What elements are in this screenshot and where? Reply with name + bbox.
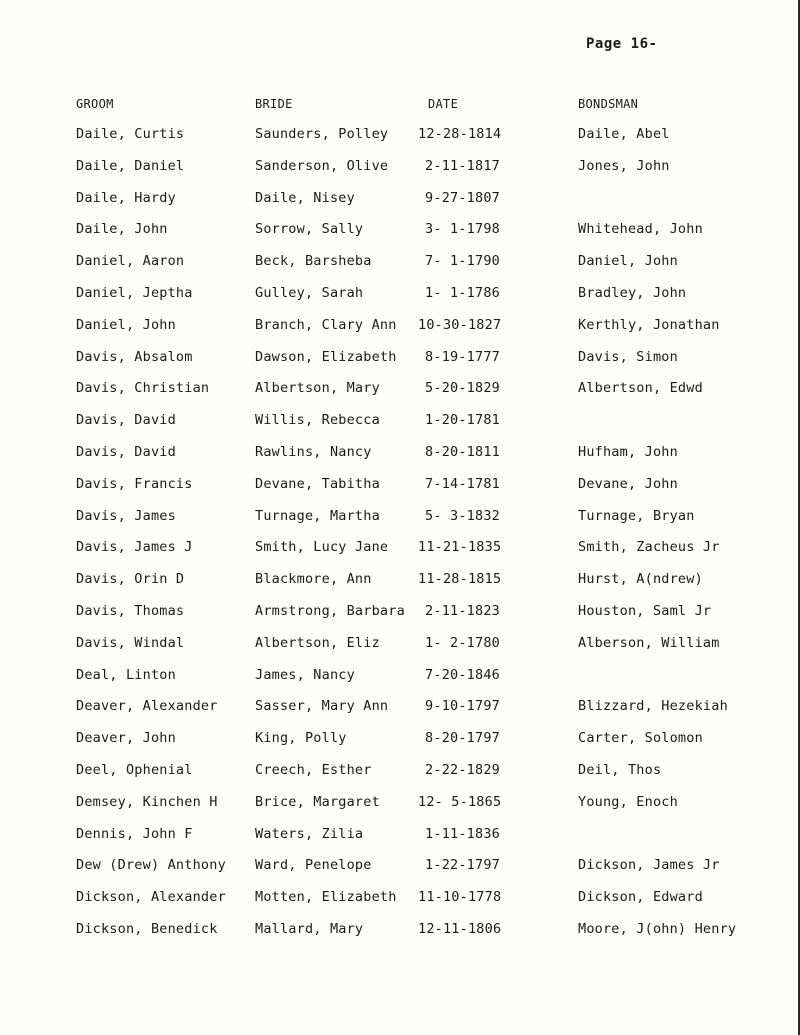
- bride-cell: Creech, Esther: [255, 761, 372, 778]
- groom-cell: Davis, Absalom: [76, 348, 193, 365]
- date-cell: 2-11-1817: [425, 157, 500, 174]
- bride-cell: Branch, Clary Ann: [255, 316, 397, 333]
- bride-cell: Albertson, Eliz: [255, 634, 380, 651]
- groom-cell: Demsey, Kinchen H: [76, 793, 218, 810]
- bride-cell: Smith, Lucy Jane: [255, 539, 389, 556]
- bride-cell: Rawlins, Nancy: [255, 443, 372, 460]
- bride-cell: Devane, Tabitha: [255, 475, 380, 492]
- bondsman-cell: Albertson, Edwd: [578, 380, 703, 397]
- table-row: [0, 157, 800, 189]
- groom-cell: Daile, John: [76, 221, 168, 238]
- bondsman-cell: Devane, John: [578, 475, 678, 492]
- bride-column-header: BRIDE: [255, 97, 293, 111]
- date-cell: 9-27-1807: [425, 189, 500, 206]
- groom-cell: Daile, Curtis: [76, 126, 185, 142]
- date-cell: 7-20-1846: [425, 666, 500, 683]
- bride-cell: Armstrong, Barbara: [255, 602, 405, 619]
- table-row: [0, 888, 800, 920]
- groom-cell: Daniel, Jeptha: [76, 284, 193, 301]
- groom-cell: Daniel, John: [76, 316, 176, 333]
- bride-cell: Sorrow, Sally: [255, 221, 364, 238]
- groom-cell: Davis, James J: [76, 539, 193, 556]
- page-number: Page 16-: [586, 36, 658, 52]
- table-row: [0, 189, 800, 221]
- bride-cell: Sasser, Mary Ann: [255, 698, 389, 715]
- marriage-bond-table: [0, 95, 800, 952]
- groom-cell: Dickson, Alexander: [76, 889, 226, 906]
- date-cell: 2-11-1823: [425, 602, 500, 619]
- date-cell: 7-14-1781: [425, 475, 500, 492]
- date-cell: 5-20-1829: [425, 380, 500, 397]
- bride-cell: Mallard, Mary: [255, 920, 364, 937]
- bride-cell: King, Polly: [255, 730, 347, 747]
- date-cell: 1-11-1836: [425, 825, 500, 842]
- groom-cell: Davis, Windal: [76, 634, 185, 651]
- bondsman-cell: Daile, Abel: [578, 126, 670, 142]
- date-cell: 12-28-1814: [418, 126, 502, 142]
- bride-cell: Brice, Margaret: [255, 793, 380, 810]
- groom-cell: Dickson, Benedick: [76, 920, 218, 937]
- groom-cell: Davis, Francis: [76, 475, 193, 492]
- date-cell: 8-19-1777: [425, 348, 500, 365]
- bondsman-cell: Blizzard, Hezekiah: [578, 698, 728, 715]
- bondsman-cell: Hufham, John: [578, 443, 678, 460]
- date-cell: 1- 1-1786: [425, 284, 500, 301]
- bride-cell: Dawson, Elizabeth: [255, 348, 397, 365]
- table-row: [0, 379, 800, 411]
- table-row: [0, 570, 800, 602]
- bondsman-cell: Davis, Simon: [578, 348, 678, 365]
- bondsman-cell: Houston, Saml Jr: [578, 602, 712, 619]
- date-cell: 11-21-1835: [418, 539, 502, 556]
- groom-cell: Deaver, John: [76, 730, 176, 747]
- table-row: [0, 443, 800, 475]
- bride-cell: Turnage, Martha: [255, 507, 380, 524]
- date-cell: 2-22-1829: [425, 761, 500, 778]
- date-cell: 12-11-1806: [418, 920, 502, 937]
- table-row: [0, 220, 800, 252]
- date-cell: 11-28-1815: [418, 571, 502, 588]
- table-row: [0, 729, 800, 761]
- bondsman-cell: Whitehead, John: [578, 221, 703, 238]
- table-row: [0, 825, 800, 857]
- date-cell: 5- 3-1832: [425, 507, 500, 524]
- table-row: [0, 602, 800, 634]
- groom-column-header: GROOM: [76, 97, 114, 111]
- groom-cell: Daniel, Aaron: [76, 253, 185, 270]
- bondsman-cell: Alberson, William: [578, 634, 720, 651]
- bondsman-cell: Turnage, Bryan: [578, 507, 695, 524]
- bondsman-cell: Moore, J(ohn) Henry: [578, 920, 737, 937]
- table-row: [0, 507, 800, 539]
- table-row: [0, 125, 800, 157]
- table-row: [0, 761, 800, 793]
- bondsman-cell: Bradley, John: [578, 284, 687, 301]
- bondsman-cell: Carter, Solomon: [578, 730, 703, 747]
- table-row: [0, 252, 800, 284]
- table-row: [0, 856, 800, 888]
- groom-cell: Davis, Thomas: [76, 602, 185, 619]
- bondsman-cell: Daniel, John: [578, 253, 678, 270]
- bride-cell: James, Nancy: [255, 666, 355, 683]
- groom-cell: Dew (Drew) Anthony: [76, 857, 226, 874]
- bondsman-cell: Jones, John: [578, 157, 670, 174]
- date-cell: 8-20-1811: [425, 443, 500, 460]
- bride-cell: Albertson, Mary: [255, 380, 380, 397]
- table-row: [0, 316, 800, 348]
- table-row: [0, 284, 800, 316]
- date-cell: 12- 5-1865: [418, 793, 502, 810]
- bride-cell: Gulley, Sarah: [255, 284, 364, 301]
- groom-cell: Davis, Orin D: [76, 571, 185, 588]
- bride-cell: Beck, Barsheba: [255, 253, 372, 270]
- bride-cell: Ward, Penelope: [255, 857, 372, 874]
- bride-cell: Willis, Rebecca: [255, 412, 380, 429]
- date-cell: 7- 1-1790: [425, 253, 500, 270]
- date-cell: 1- 2-1780: [425, 634, 500, 651]
- table-row: [0, 666, 800, 698]
- groom-cell: Deel, Ophenial: [76, 761, 193, 778]
- bondsman-cell: Deil, Thos: [578, 761, 662, 778]
- table-row: [0, 411, 800, 443]
- table-row: [0, 793, 800, 825]
- table-row: [0, 920, 800, 952]
- groom-cell: Daile, Hardy: [76, 189, 176, 206]
- date-column-header: DATE: [428, 97, 459, 111]
- bride-cell: Saunders, Polley: [255, 126, 389, 142]
- table-body: [0, 125, 800, 952]
- table-row: [0, 348, 800, 380]
- table-row: [0, 538, 800, 570]
- date-cell: 8-20-1797: [425, 730, 500, 747]
- date-cell: 11-10-1778: [418, 889, 502, 906]
- groom-cell: Daile, Daniel: [76, 157, 185, 174]
- table-row: [0, 697, 800, 729]
- groom-cell: Deaver, Alexander: [76, 698, 218, 715]
- bondsman-cell: Kerthly, Jonathan: [578, 316, 720, 333]
- bride-cell: Motten, Elizabeth: [255, 889, 397, 906]
- bride-cell: Daile, Nisey: [255, 189, 355, 206]
- bondsman-cell: Dickson, Edward: [578, 889, 703, 906]
- bride-cell: Sanderson, Olive: [255, 157, 389, 174]
- groom-cell: Deal, Linton: [76, 666, 176, 683]
- groom-cell: Davis, James: [76, 507, 176, 524]
- table-header: [0, 95, 800, 125]
- date-cell: 9-10-1797: [425, 698, 500, 715]
- bondsman-cell: Dickson, James Jr: [578, 857, 720, 874]
- bondsman-cell: Smith, Zacheus Jr: [578, 539, 720, 556]
- bondsman-cell: Young, Enoch: [578, 793, 678, 810]
- bondsman-column-header: BONDSMAN: [578, 97, 639, 111]
- bride-cell: Blackmore, Ann: [255, 571, 372, 588]
- date-cell: 3- 1-1798: [425, 221, 500, 238]
- table-row: [0, 634, 800, 666]
- groom-cell: Davis, David: [76, 412, 176, 429]
- bondsman-cell: Hurst, A(ndrew): [578, 571, 703, 588]
- groom-cell: Davis, David: [76, 443, 176, 460]
- date-cell: 1-22-1797: [425, 857, 500, 874]
- date-cell: 1-20-1781: [425, 412, 500, 429]
- date-cell: 10-30-1827: [418, 316, 502, 333]
- bride-cell: Waters, Zilia: [255, 825, 364, 842]
- groom-cell: Dennis, John F: [76, 825, 193, 842]
- table-row: [0, 475, 800, 507]
- groom-cell: Davis, Christian: [76, 380, 210, 397]
